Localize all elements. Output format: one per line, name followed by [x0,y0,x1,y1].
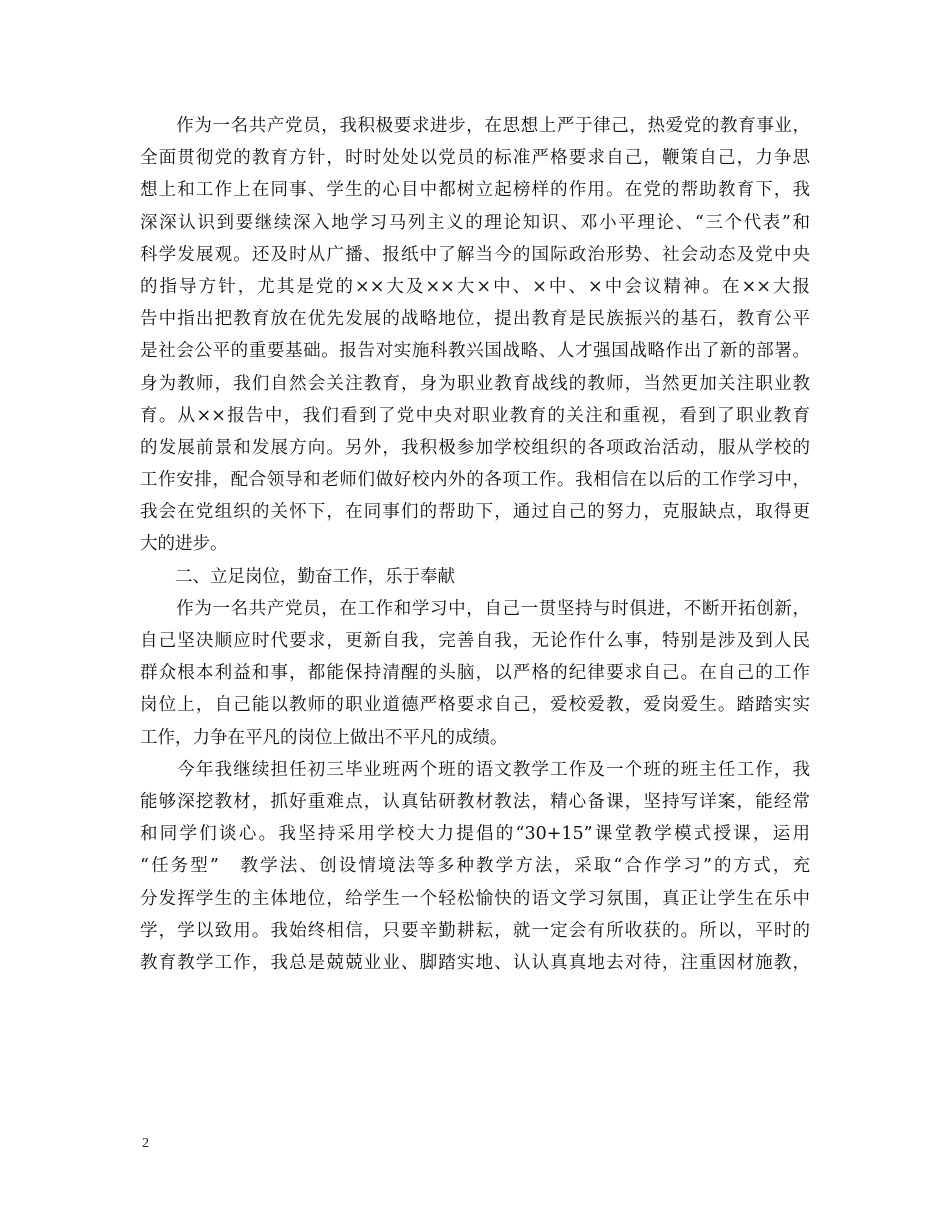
text-line-2: 全面贯彻党的教育方针，时时处处以党员的标准严格要求自己，鞭策自己，力争思 [140,148,810,169]
text-line-4: 深深认识到要继续深入地学习马列主义的理论知识、邓小平理论、“三个代表”和 [140,212,810,233]
text-line-11: 的发展前景和发展方向。另外，我积极参加学校组织的各项政治活动，服从学校的 [140,437,810,458]
text-line-21: 今年我继续担任初三毕业班两个班的语文教学工作及一个班的班主任工作，我 [140,759,810,780]
text-line-10: 育。从××报告中，我们看到了党中央对职业教育的关注和重视，看到了职业教育 [140,405,810,426]
page-number: 2 [142,1136,149,1151]
section-heading: 二、立足岗位，勤奋工作，乐于奉献 [140,566,455,587]
text-line-18: 群众根本利益和事，都能保持清醒的头脑，以严格的纪律要求自己。在自己的工作 [140,663,810,684]
text-line-25: 分发挥学生的主体地位，给学生一个轻松愉快的语文学习氛围，真正让学生在乐中 [140,888,810,909]
text-line-23: 和同学们谈心。我坚持采用学校大力提倡的“30+15”课堂教学模式授课，运用 [140,824,810,845]
text-line-9: 身为教师，我们自然会关注教育，身为职业教育战线的教师，当然更加关注职业教 [140,373,810,394]
text-line-13: 我会在党组织的关怀下，在同事们的帮助下，通过自己的努力，克服缺点，取得更 [140,502,810,523]
text-line-27: 教育教学工作，我总是兢兢业业、脚踏实地、认认真真地去对待，注重因材施教， [140,952,810,973]
text-line-3: 想上和工作上在同事、学生的心目中都树立起榜样的作用。在党的帮助教育下，我 [140,180,810,201]
text-line-26: 学，学以致用。我始终相信，只要辛勤耕耘，就一定会有所收获的。所以，平时的 [140,920,810,941]
text-line-17: 自己坚决顺应时代要求，更新自我，完善自我，无论作什么事，特别是涉及到人民 [140,631,810,651]
text-line-20: 工作，力争在平凡的岗位上做出不平凡的成绩。 [140,727,508,748]
text-line-5: 科学发展观。还及时从广播、报纸中了解当今的国际政治形势、社会动态及党中央 [140,244,810,265]
body-text [140,110,810,979]
text-line-12: 工作安排，配合领导和老师们做好校内外的各项工作。我相信在以后的工作学习中， [140,470,810,491]
text-line-8: 是社会公平的重要基础。报告对实施科教兴国战略、人才强国战略作出了新的部署。 [140,341,810,362]
text-line-22: 能够深挖教材，抓好重难点，认真钻研教材教法，精心备课，坚持写详案，能经常 [140,791,810,812]
text-line-14: 大的进步。 [140,534,228,555]
text-line-6: 的指导方针，尤其是党的××大及××大×中、×中、×中会议精神。在××大报 [140,276,810,297]
text-line-24: “任务型” 教学法、创设情境法等多种教学方法，采取“合作学习”的方式，充 [140,856,810,877]
text-line-7: 告中指出把教育放在优先发展的战略地位，提出教育是民族振兴的基石，教育公平 [140,309,810,330]
text-line-19: 岗位上，自己能以教师的职业道德严格要求自己，爱校爱教，爱岗爱生。踏踏实实 [140,695,810,716]
text-line-1: 作为一名共产党员，我积极要求进步，在思想上严于律己，热爱党的教育事业， [140,116,810,136]
text-line-16: 作为一名共产党员，在工作和学习中，自己一贯坚持与时俱进，不断开拓创新， [140,598,810,619]
